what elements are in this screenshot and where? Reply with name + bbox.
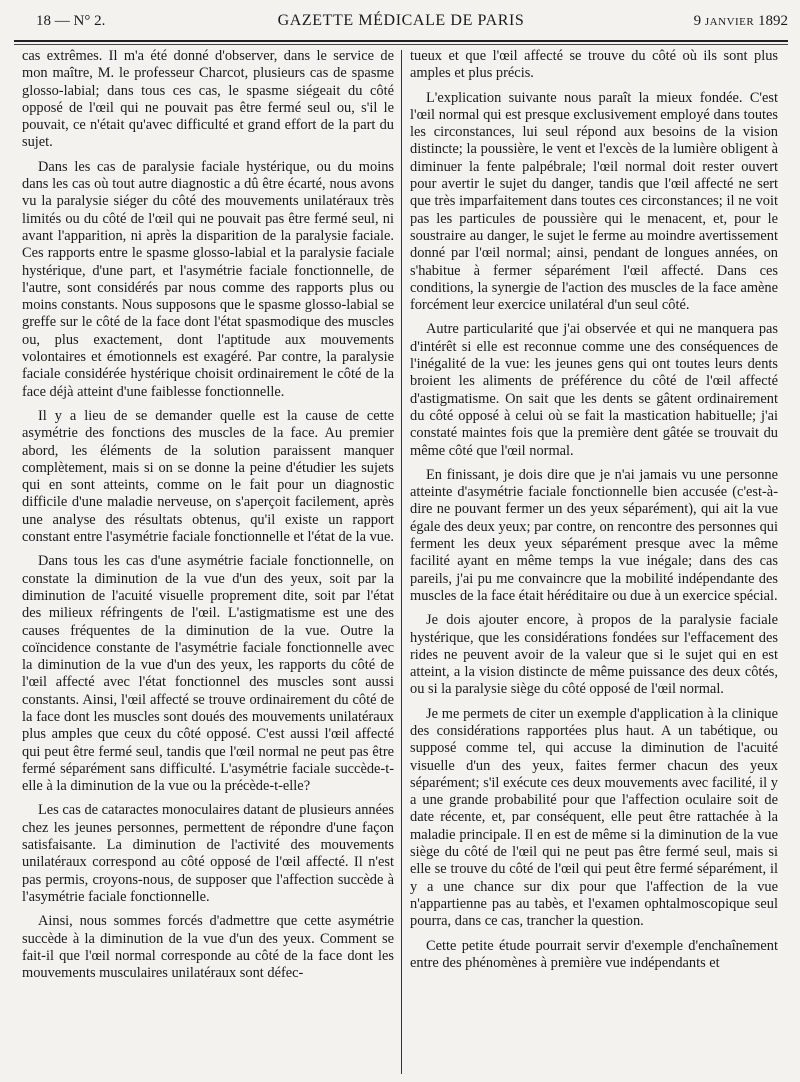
- header-rule-thin: [14, 44, 788, 45]
- page-number: 18 — N° 2.: [36, 13, 106, 29]
- paragraph: Ainsi, nous sommes forcés d'admettre que cette asymétrie succède à la diminution de la vue d'un des yeux. Comment se fait-il que l'œil normal corresponde au côté de la face dont les mouvements musculaires unilatéraux sont défec-: [22, 913, 394, 982]
- paragraph: Dans tous les cas d'une asymétrie faciale fonctionnelle, on constate la diminution de la vue d'un des yeux, soit par la diminution de l'acuité visuelle proprement dite, soit par l'état des milieux réfringents de l'œil. L'astigmatisme est une des causes fréquentes de la diminution de la vue. Outre la coïncidence constante de l'asymétrie faciale fonctionnelle avec la diminution de la vue d'un des yeux, les rapports du côté de l'œil affecté avec l'état fonctionnel des muscles sont aussi constants. Ainsi, l'œil affecté se trouve ordinairement du côté de la face dont les muscles sont doués des mouvements unilatéraux plus amples que ceux du côté opposé. C'est aussi l'œil affecté qui peut être fermé seul, tandis que l'œil normal ne peut pas être fermé séparément sans difficulté. L'asymétrie faciale succède-t-elle à la diminution de la vue ou la précède-t-elle?: [22, 553, 394, 795]
- issue-date: [694, 6, 788, 37]
- paragraph: Autre particularité que j'ai observée et qui ne manquera pas d'intérêt si elle est reconnue comme une des conséquences de l'inégalité de la vue: les jeunes gens qui ont toutes leurs dents broient les aliments de préférence du côté de l'œil affecté d'astigmatisme. On sait que les dents se gâtent ordinairement du côté opposé à celui où se fait la mastication habituelle; j'ai constaté maintes fois que la première dent gâtée se trouvait du même côté que l'œil normal.: [410, 321, 778, 459]
- paragraph: Je me permets de citer un exemple d'application à la clinique des considérations rapportées plus haut. A un tabétique, ou supposé comme tel, qui accuse la diminution de l'acuité visuelle d'un des yeux, faites fermer chacun des yeux séparément; s'il exécute ces deux mouvements avec facilité, il y a une grande probabilité pour que l'affection oculaire soit de date récente, et, par conséquent, elle peut être rattachée à la maladie principale. Il en est de même si la diminution de la vue siège du côté de l'œil qui ne peut pas être fermé seul, mais si elle se trouve du côté de l'œil qui peut être fermé séparément, il y a une chance sur dix pour que l'affection de la vue n'appartienne pas au tabès, et l'examen ophtalmoscopique seul pourra, dans ce cas, trancher la question.: [410, 705, 778, 930]
- paragraph: cas extrêmes. Il m'a été donné d'observer, dans le service de mon maître, M. le professeur Charcot, plusieurs cas de spasme glosso-labial; dans tous ces cas, le spasme siégeait du côté opposé de l'œil qui ne pouvait pas être fermé seul ou, s'il le pouvait, ce n'était qu'avec difficulté et grand effort de la part du sujet.: [22, 48, 394, 151]
- paragraph: tueux et que l'œil affecté se trouve du côté où ils sont plus amples et plus précis.: [410, 48, 778, 82]
- paragraph: En finissant, je dois dire que je n'ai jamais vu une personne atteinte d'asymétrie faciale fonctionnelle bien accusée (c'est-à-dire ne pouvant fermer un des yeux séparément), qui ait la vue égale des deux yeux; par contre, on rencontre des personnes qui ferment les deux yeux séparément presque avec la même facilité ayant en même temps la vue inégale; dans des cas pareils, j'ai pu me convaincre que la mobilité indépendante des muscles de la face était héréditaire ou due à un exercice spécial.: [410, 466, 778, 604]
- date-year: 1892: [758, 13, 788, 29]
- column-divider: [401, 50, 402, 1074]
- paragraph: Je dois ajouter encore, à propos de la paralysie faciale hystérique, que les considérations fondées sur l'effacement des rides ne peuvent avoir de la valeur que si le sujet qui en est atteint, a la vision distincte de même puissance des deux côtés, ou si la paralysie siège du côté opposé de l'œil normal.: [410, 612, 778, 698]
- left-column: [22, 48, 394, 1076]
- right-column: [410, 48, 778, 1076]
- paragraph: L'explication suivante nous paraît la mieux fondée. C'est l'œil normal qui est presque exclusivement employé dans toutes les circonstances, lui seul répond aux besoins de la vision distincte; la poussière, le vent et l'excès de la lumière obligent à diminuer la fente palpébrale; l'œil normal doit rester ouvert pour avertir le sujet du danger, tandis que l'œil affecté ne sert que très imparfaitement dans toutes ces circonstances; il ne voit pas les particules de poussière qui le menacent, et, pour le soustraire au danger, le sujet le ferme au moindre avertissement donné par l'œil normal; ainsi, pendant de longues années, on s'habitue à fermer séparément l'œil affecté. Dans ces conditions, la synergie de l'action des muscles de la face amène forcément leur exercice unilatéral d'un seul côté.: [410, 89, 778, 314]
- paragraph: Il y a lieu de se demander quelle est la cause de cette asymétrie des fonctions des muscles de la face. Au premier abord, les éléments de la solution paraissent manquer complètement, mais si on se donne la peine d'étudier les sujets qui en sont atteints, comme on le fait pour un diagnostic difficile d'une maladie nerveuse, on s'aperçoit facilement, après une analyse des résultats obtenus, qu'il existe un rapport constant entre l'asymétrie faciale fonctionnelle et l'état de la vue.: [22, 407, 394, 546]
- header-rule: [14, 40, 788, 42]
- page-header: [14, 6, 788, 36]
- paragraph: Les cas de cataractes monoculaires datant de plusieurs années chez les jeunes personnes, permettent de répondre d'une façon satisfaisante. La diminution de l'activité des mouvements unilatéraux correspond au côté opposé de l'œil affecté. Il n'est pas permis, croyons-nous, de supposer que l'affection succède à l'asymétrie faciale fonctionnelle.: [22, 802, 394, 905]
- paragraph: Cette petite étude pourrait servir d'exemple d'enchaînement entre des phénomènes à première vue indépendants et: [410, 937, 778, 971]
- date-month: JANVIER: [704, 16, 755, 28]
- paragraph: Dans les cas de paralysie faciale hystérique, ou du moins dans les cas où tout autre diagnostic a dû être écarté, nous avons vu la paralysie siéger du côté des mouvements unilatéraux très limités ou du côté de l'œil qui ne pouvait pas être fermé seul, ni avant l'apparition, ni après la disparition de la paralysie faciale. Ces rapports entre le spasme glosso-labial et la paralysie faciale hystérique, d'une part, et l'asymétrie faciale fonctionnelle, de l'autre, sont considérés par nous comme des rapports plus ou moins constants. Nous supposons que le spasme glosso-labial se greffe sur le côté de la face dont l'état spasmodique des muscles ou, plus exactement, dont l'aptitude aux mouvements volontaires et émotionnels est exagéré. Par contre, la paralysie faciale considérée hystérique choisit ordinairement le côté de la face déjà atteint d'une faiblesse fonctionnelle.: [22, 158, 394, 400]
- journal-title: GAZETTE MÉDICALE DE PARIS: [277, 12, 525, 29]
- date-day: 9: [693, 13, 702, 29]
